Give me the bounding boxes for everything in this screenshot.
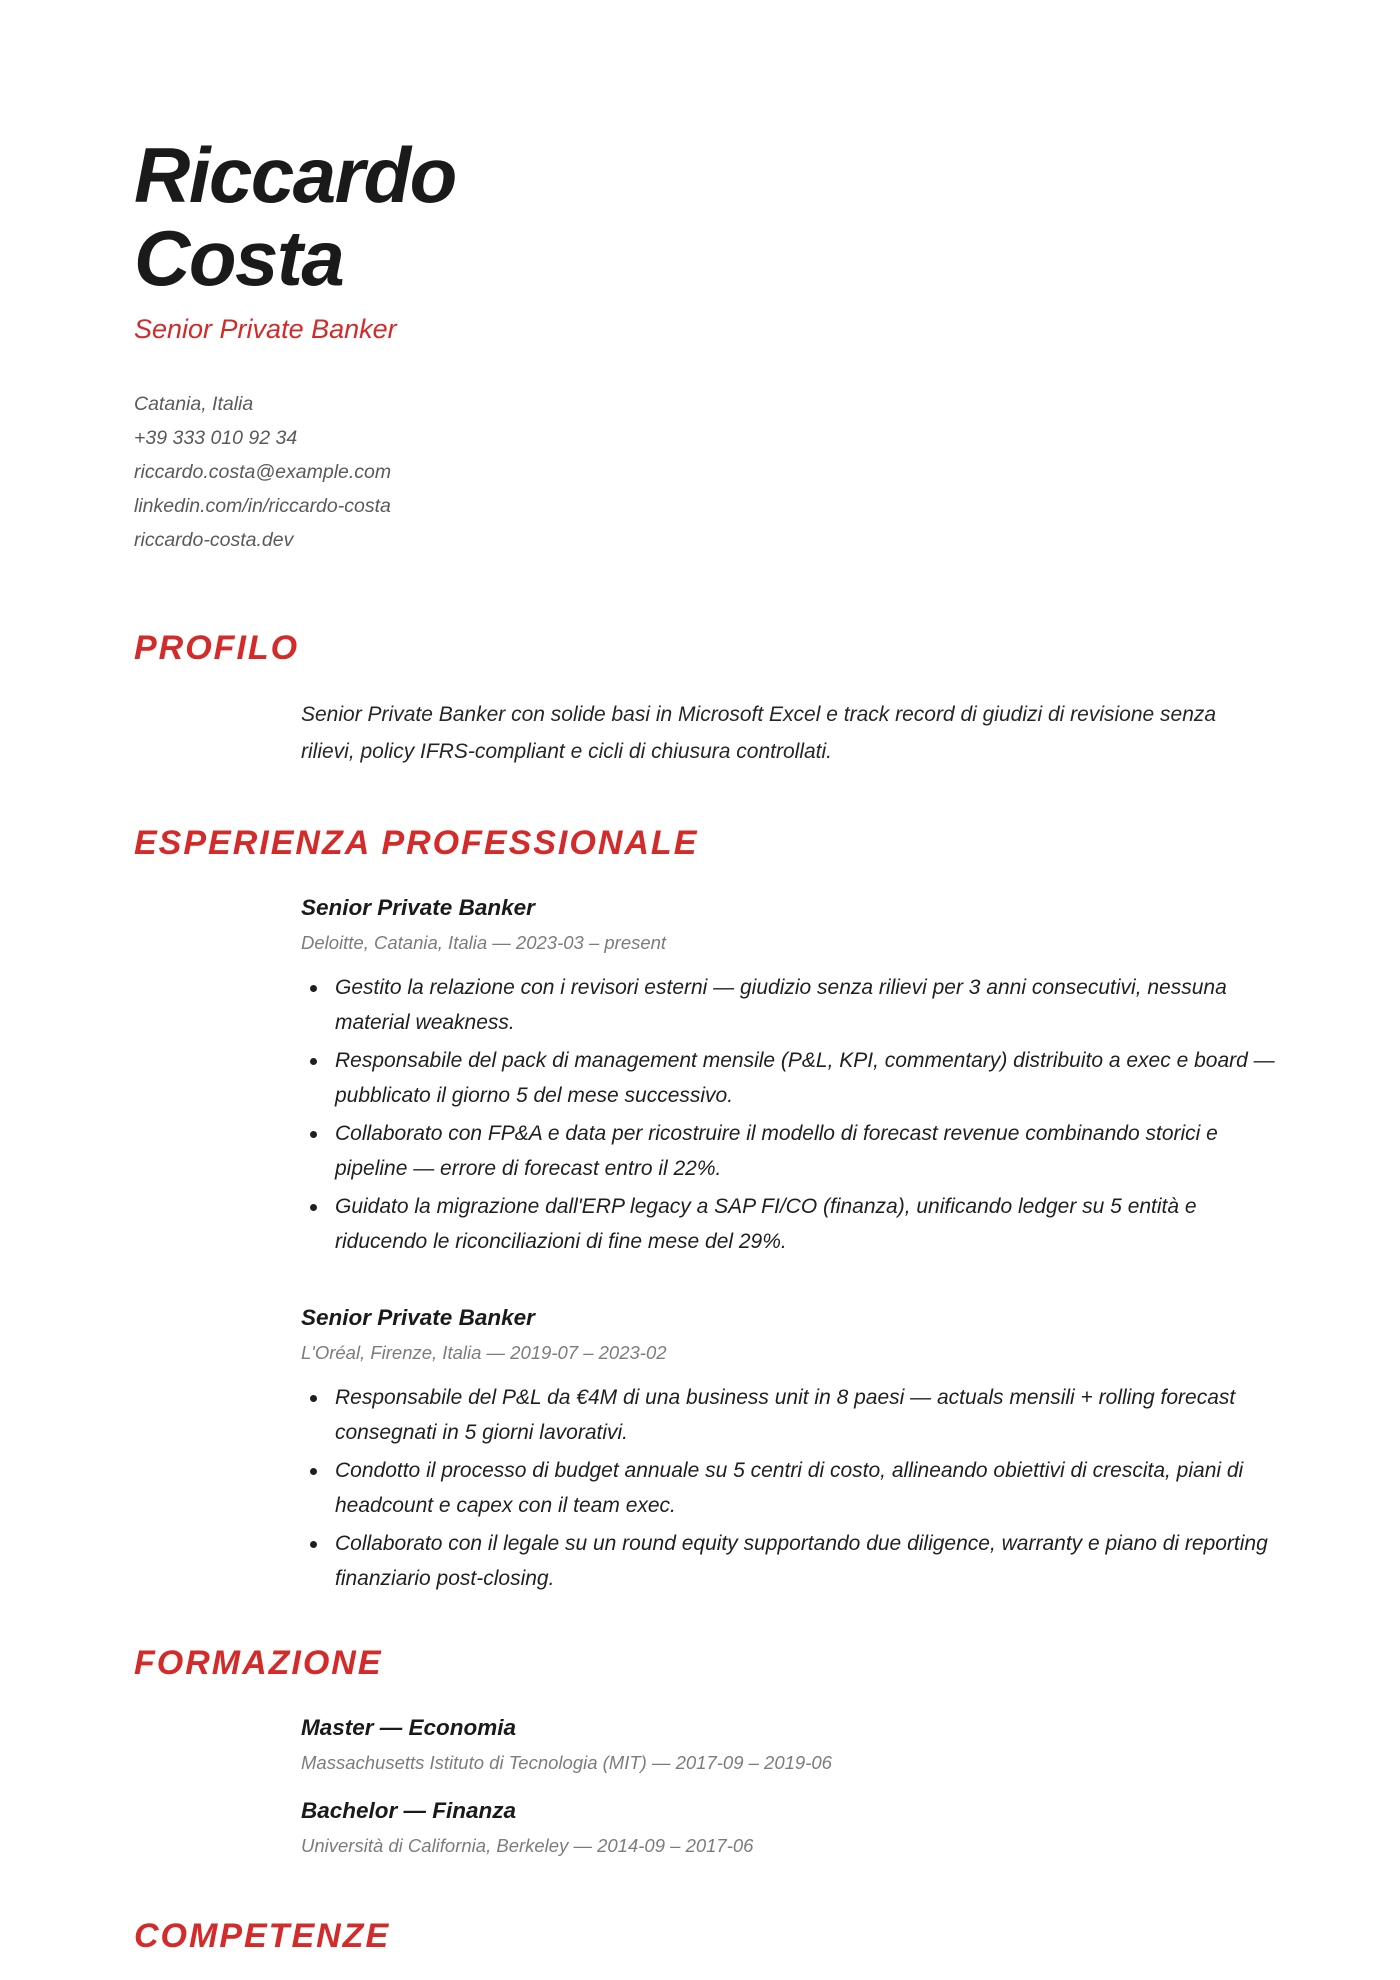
education-heading: FORMAZIONE	[134, 1644, 383, 1682]
job-bullets	[301, 970, 1277, 1259]
education-meta: Università di California, Berkeley — 2014-09 – 2017-06	[301, 1835, 754, 1856]
job-bullet: Responsabile del P&L da €4M di una business unit in 8 paesi — actuals mensili + rolling forecast consegnati in 5 giorni lavorativi.	[301, 1380, 1277, 1450]
education-meta: Massachusetts Istituto di Tecnologia (MIT) — 2017-09 – 2019-06	[301, 1752, 832, 1773]
resume-page	[134, 131, 1275, 1956]
job-bullet: Collaborato con FP&A e data per ricostruire il modello di forecast revenue combinando storici e pipeline — errore di forecast entro il 22%.	[301, 1116, 1277, 1186]
job-entry	[301, 893, 1274, 1259]
contact-linkedin: linkedin.com/in/riccardo-costa	[134, 495, 391, 517]
job-bullet: Condotto il processo di budget annuale su 5 centri di costo, allineando obiettivi di crescita, piani di headcount e capex con il team exec.	[301, 1453, 1277, 1523]
skills-heading: COMPETENZE	[134, 1917, 391, 1955]
job-entry	[301, 1303, 1274, 1596]
contact-phone: +39 333 010 92 34	[134, 427, 298, 449]
profile-heading: PROFILO	[134, 629, 300, 667]
candidate-role: Senior Private Banker	[134, 314, 397, 344]
contact-block	[134, 387, 1274, 557]
job-bullets	[301, 1380, 1277, 1596]
education-entry	[301, 1713, 1274, 1776]
job-title: Senior Private Banker	[301, 895, 535, 920]
education-degree: Bachelor — Finanza	[301, 1798, 517, 1823]
job-meta: Deloitte, Catania, Italia — 2023-03 – present	[301, 932, 667, 953]
contact-location: Catania, Italia	[134, 393, 254, 415]
education-section	[301, 1713, 1274, 1859]
contact-website: riccardo-costa.dev	[134, 529, 294, 551]
job-bullet: Guidato la migrazione dall'ERP legacy a SAP FI/CO (finanza), unificando ledger su 5 entità e riducendo le riconciliazioni di fine mese del 29%.	[301, 1189, 1277, 1259]
job-meta: L'Oréal, Firenze, Italia — 2019-07 – 2023-02	[301, 1342, 667, 1363]
first-name: Riccardo	[134, 131, 456, 219]
profile-section	[301, 696, 1274, 770]
experience-section	[301, 893, 1274, 1596]
job-bullet: Responsabile del pack di management mensile (P&L, KPI, commentary) distribuito a exec e board — pubblicato il giorno 5 del mese successivo.	[301, 1043, 1277, 1113]
job-bullet: Collaborato con il legale su un round equity supportando due diligence, warranty e piano di reporting finanziario post-closing.	[301, 1526, 1277, 1596]
candidate-name	[134, 131, 1274, 302]
education-degree: Master — Economia	[301, 1715, 517, 1740]
profile-summary: Senior Private Banker con solide basi in Microsoft Excel e track record di giudizi di revisione senza rilievi, policy IFRS-compliant e cicli di chiusura controllati.	[301, 703, 1217, 763]
last-name: Costa	[134, 214, 344, 302]
job-bullet: Gestito la relazione con i revisori esterni — giudizio senza rilievi per 3 anni consecutivi, nessuna material weakness.	[301, 970, 1277, 1040]
job-title: Senior Private Banker	[301, 1305, 535, 1330]
experience-heading: ESPERIENZA PROFESSIONALE	[134, 824, 699, 862]
contact-email: riccardo.costa@example.com	[134, 461, 392, 483]
education-entry	[301, 1796, 1274, 1859]
